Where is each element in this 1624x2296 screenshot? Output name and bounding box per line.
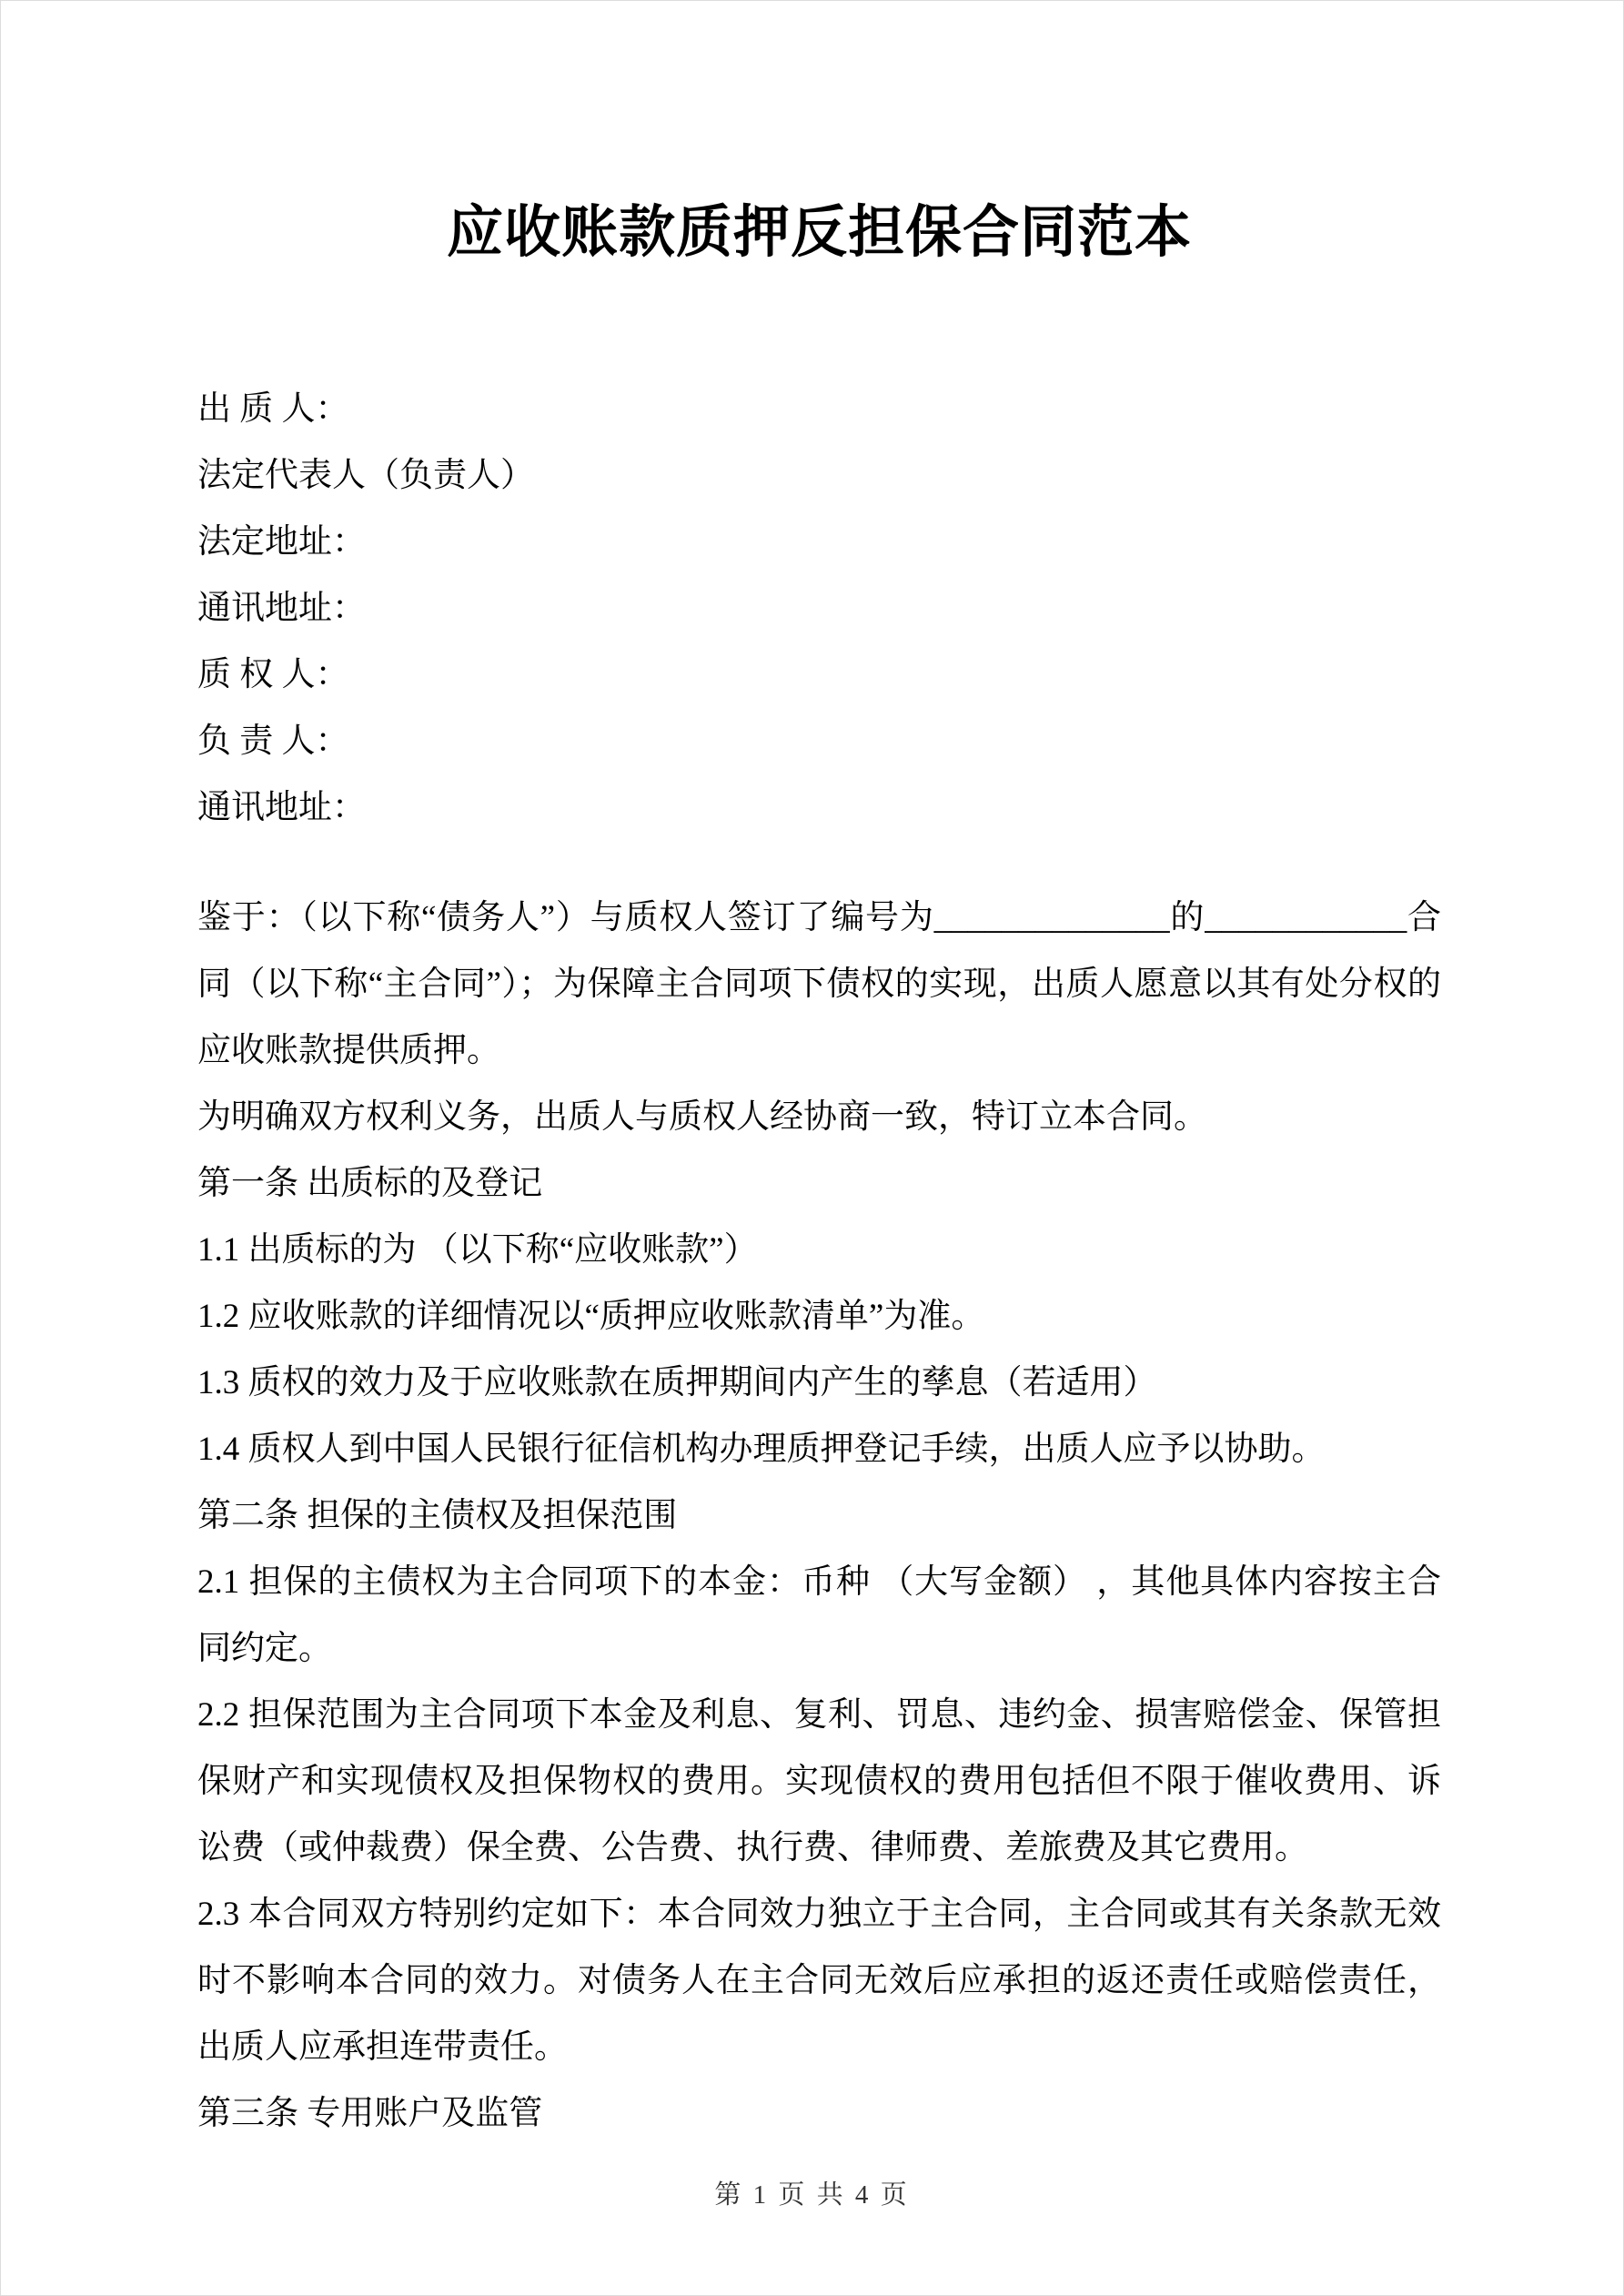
field-pledgor: 出 质 人： [197, 390, 349, 429]
field-mailing-address-1: 通讯地址： [197, 590, 366, 628]
clause-2-2: 2.2 担保范围为主合同项下本金及利息、复利、罚息、违约金、损害赔偿金、保管担保财产和实现债权及担保物权的费用。实现债权的费用包括但不限于催收费用、诉讼费（或仲裁费）保全费、公告费、执行费、律师费、差旅费及其它费用。 [197, 1696, 1441, 1867]
field-mailing-address-2: 通讯地址： [197, 789, 366, 827]
clause-2-3: 2.3 本合同双方特别约定如下：本合同效力独立于主合同，主合同或其有关条款无效时不影响本合同的效力。对债务人在主合同无效后应承担的返还责任或赔偿责任，出质人应承担连带责任。 [197, 1896, 1441, 2067]
clause-1-4: 1.4 质权人到中国人民银行征信机构办理质押登记手续，出质人应予以协助。 [197, 1431, 1326, 1469]
clause-1-3: 1.3 质权的效力及于应收账款在质押期间内产生的孳息（若适用） [197, 1364, 1157, 1402]
field-pledgee: 质 权 人： [197, 656, 349, 694]
contract-body [197, 885, 1441, 2147]
document-title: 应收账款质押反担保合同范本 [446, 202, 1192, 264]
heading-article-1: 第一条 出质标的及登记 [197, 1165, 543, 1203]
clause-1-2: 1.2 应收账款的详细情况以“质押应收账款清单”为准。 [197, 1298, 985, 1336]
field-legal-address: 法定地址： [197, 523, 366, 561]
para-whereas: 鉴于：（以下称“债务人”）与质权人签订了编号为______________的____________合同（以下称“主合同”）；为保障主合同项下债权的实现，出质人愿意以其有处分权的应收账款提供质押。 [197, 899, 1441, 1070]
field-person-in-charge: 负 责 人： [197, 723, 349, 761]
clause-1-1: 1.1 出质标的为 （以下称“应收账款”） [197, 1231, 758, 1269]
heading-article-3: 第三条 专用账户及监管 [197, 2095, 543, 2133]
field-legal-representative: 法定代表人（负责人） [197, 457, 534, 495]
page-number-footer: 第 1 页 共 4 页 [714, 2180, 910, 2210]
clause-2-1: 2.1 担保的主债权为主合同项下的本金：币种 （大写金额） ，其他具体内容按主合同约定。 [197, 1563, 1441, 1668]
heading-article-2: 第二条 担保的主债权及担保范围 [197, 1497, 678, 1535]
document-content [1, 1, 1623, 2147]
party-info-section [197, 376, 1441, 841]
para-purpose: 为明确双方权利义务，出质人与质权人经协商一致，特订立本合同。 [197, 1098, 1207, 1137]
